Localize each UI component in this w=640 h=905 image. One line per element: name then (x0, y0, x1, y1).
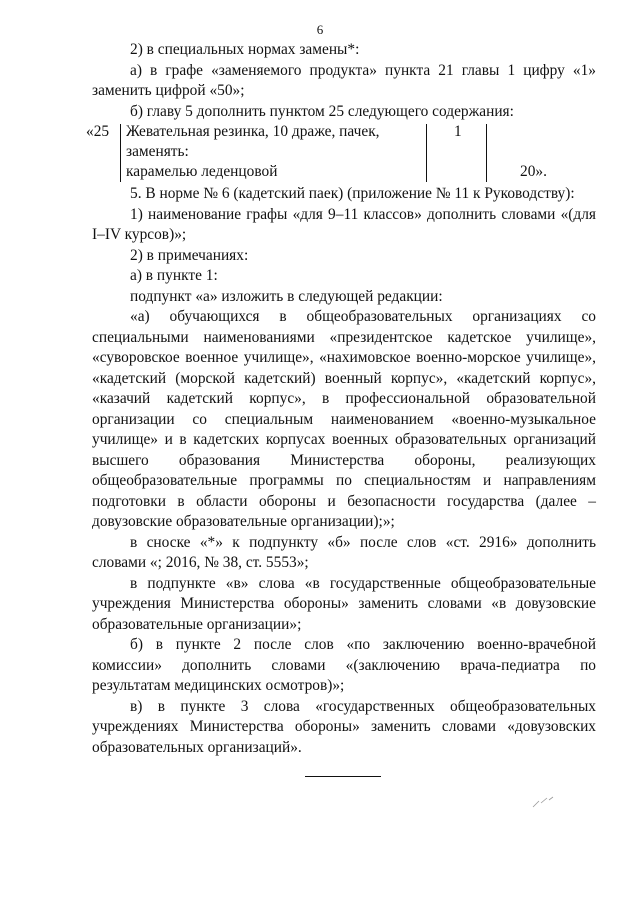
paragraph: подпункт «а» изложить в следующей редакции: (130, 287, 443, 305)
paragraph: б) главу 5 дополнить пунктом 25 следующего содержания: (130, 102, 514, 120)
top-paragraphs (92, 40, 596, 122)
table-divider (486, 124, 487, 182)
table-product-line-3: карамелью леденцовой (126, 163, 278, 180)
page-number: 6 (316, 22, 324, 37)
paragraph: в подпункте «в» слова «в государственные общеобразовательные учреждения Министерства обороны» заменить словами «в довузовские образовательные организации»; (92, 574, 596, 633)
document-body (86, 40, 596, 758)
table-divider (120, 124, 121, 182)
norm-table-row (86, 122, 596, 184)
table-quantity: 1 (454, 123, 462, 140)
table-replacement-quantity: 20». (520, 163, 547, 180)
closing-rule (305, 776, 381, 777)
paragraph: 5. В норме № 6 (кадетский паек) (приложение № 11 к Руководству): (130, 185, 575, 202)
paragraph: а) в графе «заменяемого продукта» пункта 21 главы 1 цифру «1» заменить цифрой «50»; (92, 61, 596, 99)
bottom-paragraphs (92, 184, 596, 758)
table-product-line-1: Жевательная резинка, 10 драже, пачек, (126, 123, 380, 140)
paragraph: 2) в примечаниях: (130, 246, 249, 264)
paragraph: 1) наименование графы «для 9–11 классов» дополнить словами «(для I–IV курсов)»; (92, 205, 596, 243)
paragraph: в сноске «*» к подпункту «б» после слов «ст. 2916» дополнить словами «; 2016, № 38, ст. 5553»; (92, 533, 596, 571)
paragraph: «а) обучающихся в общеобразовательных организациях со специальными наименованиями «президентское кадетское училище», «суворовское военное училище», «нахимовское военно-морское училище», «кадетский (морской кадетский) военный корпус», «кадетский корпус», «казачий кадетский корпус», в профессиональной образовательной организации со специальным наименованием «военно-музыкальное училище» и в кадетских корпусах военных образовательных организаций высшего образования Министерства обороны, реализующих общеобразовательные программы по специальностям и направлениям подготовки в области обороны и безопасности государства (далее – довузовские образовательные организации);»; (92, 308, 596, 530)
table-row-number: «25 (86, 123, 110, 140)
paragraph: 2) в специальных нормах замены*: (130, 41, 360, 58)
table-divider (426, 124, 427, 182)
margin-mark (531, 795, 555, 809)
paragraph: в) в пункте 3 слова «государственных общеобразовательных учреждениях Министерства обороны» заменить словами «довузовских образовательных организаций». (92, 697, 596, 756)
table-product-line-2: заменять: (126, 143, 189, 160)
paragraph: а) в пункте 1: (130, 267, 218, 284)
paragraph: б) в пункте 2 после слов «по заключению военно-врачебной комиссии» дополнить словами «(заключению врача-педиатра по результатам медицинских осмотров)»; (92, 636, 596, 694)
